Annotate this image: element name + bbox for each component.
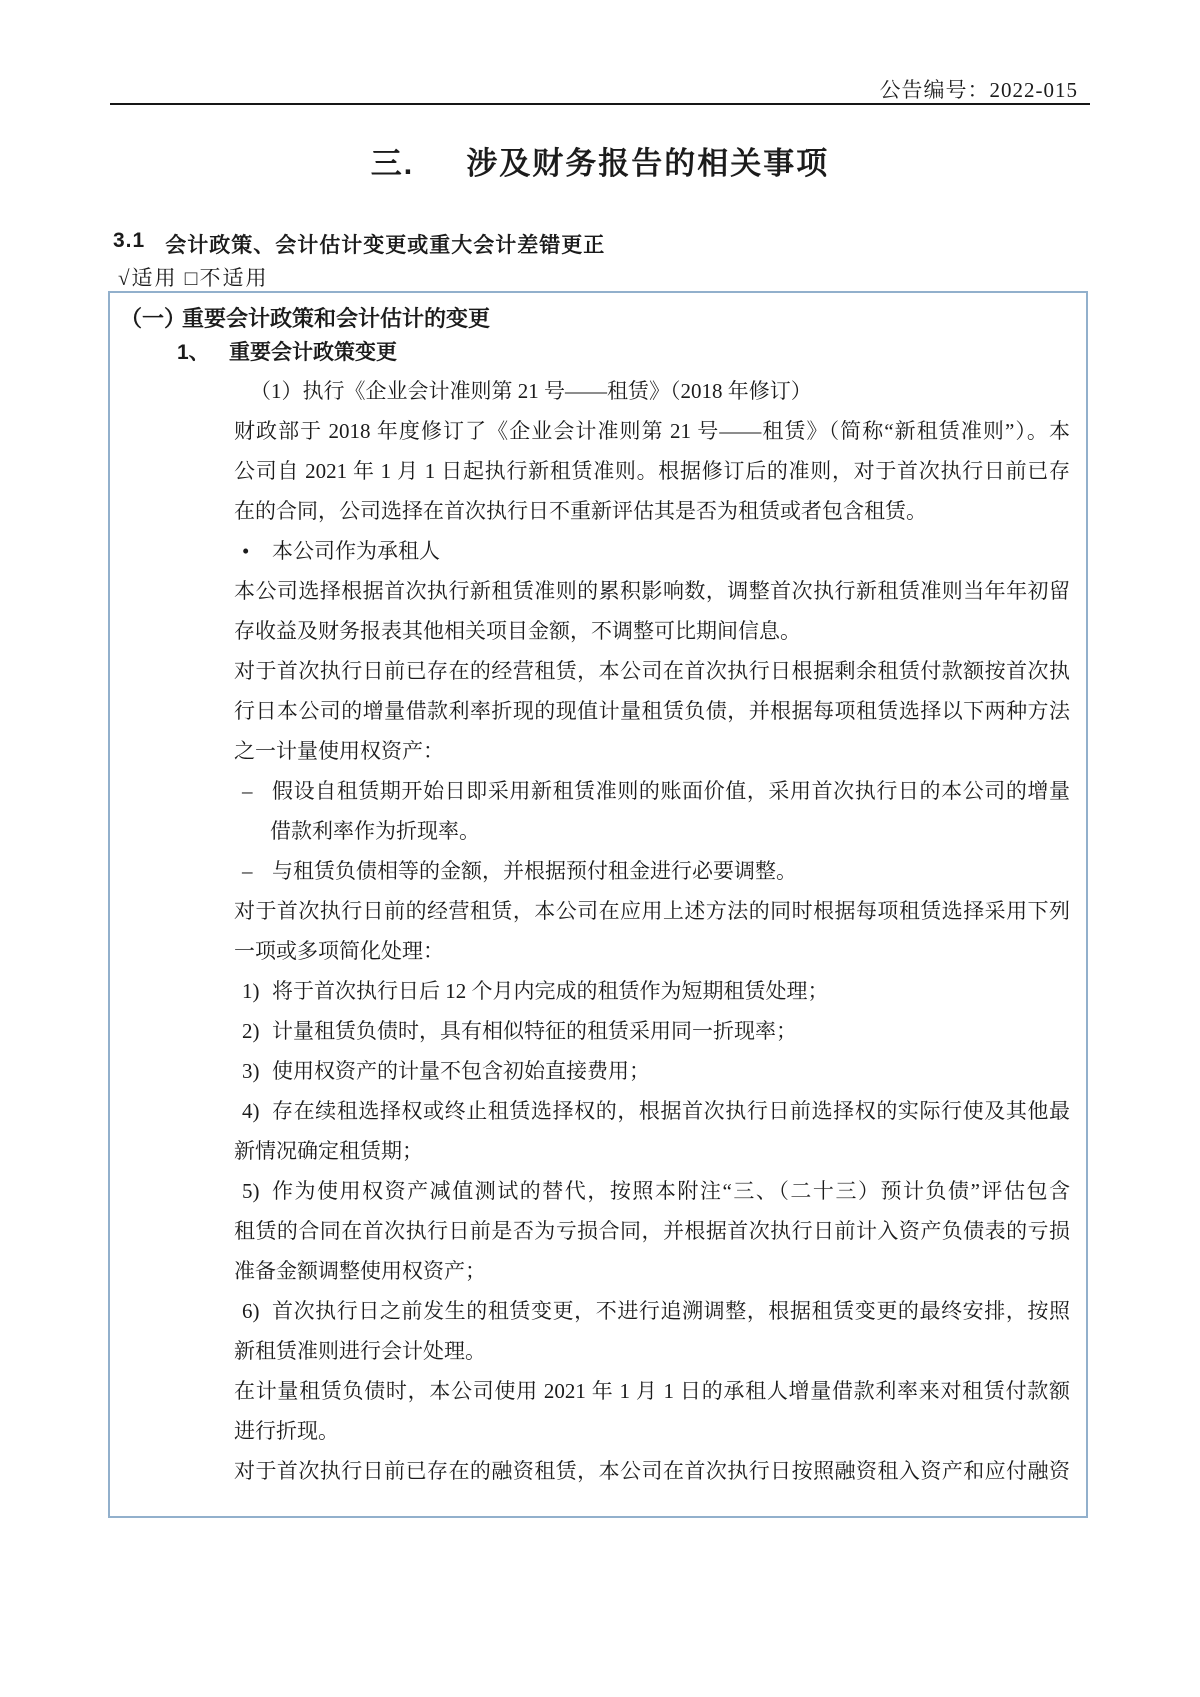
line-text: 首次执行日之前发生的租赁变更，不进行追溯调整，根据租赁变更的最终安排，按照 (272, 1299, 1070, 1323)
box-heading-2-num: 1、 (177, 341, 210, 364)
line-text: 使用权资产的计量不包含初始直接费用； (272, 1059, 650, 1083)
content-line: 财政部于 2018 年度修订了《企业会计准则第 21 号——租赁》（简称“新租赁准则”）。本 (234, 419, 1070, 443)
content-line (234, 531, 1070, 571)
content-line: 准备金额调整使用权资产； (234, 1259, 486, 1283)
line-text: 本公司作为承租人 (272, 539, 440, 563)
content-line: 对于首次执行日前的经营租赁，本公司在应用上述方法的同时根据每项租赁选择采用下列 (234, 899, 1070, 923)
header-divider (110, 103, 1090, 105)
content-line: 租赁的合同在首次执行日前是否为亏损合同，并根据首次执行日前计入资产负债表的亏损 (234, 1219, 1070, 1243)
content-line: 对于首次执行日前已存在的融资租赁，本公司在首次执行日按照融资租入资产和应付融资 (234, 1459, 1070, 1483)
doc-number: 公告编号：2022-015 (879, 78, 1078, 102)
line-text: 作为使用权资产减值测试的替代，按照本附注“三、（二十三）预计负债”评估包含 (272, 1179, 1070, 1203)
content-line (234, 1091, 1070, 1131)
content-line (234, 1011, 1070, 1051)
page-title-num: 三. (370, 146, 415, 181)
content-line: 进行折现。 (234, 1419, 339, 1443)
page-title (0, 138, 1200, 183)
bullet-marker: • (242, 539, 250, 563)
section-heading-text: 会计政策、会计估计变更或重大会计差错更正 (165, 234, 606, 257)
box-heading-2-text: 重要会计政策变更 (229, 341, 397, 364)
content-line: 行日本公司的增量借款利率折现的现值计量租赁负债，并根据每项租赁选择以下两种方法 (234, 699, 1070, 723)
content-line: 一项或多项简化处理： (234, 939, 444, 963)
content-line: 存收益及财务报表其他相关项目金额，不调整可比期间信息。 (234, 619, 801, 643)
number-marker: 3) (242, 1059, 260, 1083)
content-line (234, 1291, 1070, 1331)
line-text: 存在续租选择权或终止租赁选择权的，根据首次执行日前选择权的实际行使及其他最 (272, 1099, 1070, 1123)
line-text: 将于首次执行日后 12 个月内完成的租赁作为短期租赁处理； (272, 979, 829, 1003)
content-line: 公司自 2021 年 1 月 1 日起执行新租赁准则。根据修订后的准则，对于首次执行日前已存 (234, 459, 1070, 483)
applicability-line: √适用 □不适用 (118, 266, 269, 290)
content-line: 新租赁准则进行会计处理。 (234, 1339, 486, 1363)
content-line: 新情况确定租赁期； (234, 1139, 423, 1163)
content-line: 对于首次执行日前已存在的经营租赁，本公司在首次执行日根据剩余租赁付款额按首次执 (234, 659, 1070, 683)
box-content (234, 371, 1070, 1491)
box-heading-2 (177, 339, 1086, 367)
box-heading-1 (120, 305, 1086, 333)
line-text: 与租赁负债相等的金额，并根据预付租金进行必要调整。 (272, 859, 797, 883)
content-line: 借款利率作为折现率。 (270, 819, 480, 843)
box-heading-1-text: 重要会计政策和会计估计的变更 (182, 306, 491, 331)
box-heading-1-num: （一） (120, 306, 187, 331)
content-line (234, 1051, 1070, 1091)
number-marker: 6) (242, 1299, 260, 1323)
line-text: 假设自租赁期开始日即采用新租赁准则的账面价值，采用首次执行日的本公司的增量 (272, 779, 1070, 803)
line-text: 计量租赁负债时，具有相似特征的租赁采用同一折现率； (272, 1019, 797, 1043)
dash-marker: – (242, 779, 253, 803)
content-line: 在的合同，公司选择在首次执行日不重新评估其是否为租赁或者包含租赁。 (234, 499, 927, 523)
content-line: （1）执行《企业会计准则第 21 号——租赁》（2018 年修订） (250, 379, 812, 403)
content-line (234, 971, 1070, 1011)
content-line (234, 851, 1070, 891)
number-marker: 1) (242, 979, 260, 1003)
policy-content-box (108, 291, 1088, 1518)
section-heading-num: 3.1 (113, 229, 146, 252)
content-line (234, 771, 1070, 811)
number-marker: 4) (242, 1099, 260, 1123)
content-line: 本公司选择根据首次执行新租赁准则的累积影响数，调整首次执行新租赁准则当年年初留 (234, 579, 1070, 603)
content-line: 在计量租赁负债时，本公司使用 2021 年 1 月 1 日的承租人增量借款利率来对租赁付款额 (234, 1379, 1070, 1403)
content-line (234, 1171, 1070, 1211)
section-heading (113, 229, 605, 259)
dash-marker: – (242, 859, 253, 883)
page-title-text: 涉及财务报告的相关事项 (466, 146, 830, 181)
number-marker: 5) (242, 1179, 260, 1203)
number-marker: 2) (242, 1019, 260, 1043)
content-line: 之一计量使用权资产： (234, 739, 444, 763)
